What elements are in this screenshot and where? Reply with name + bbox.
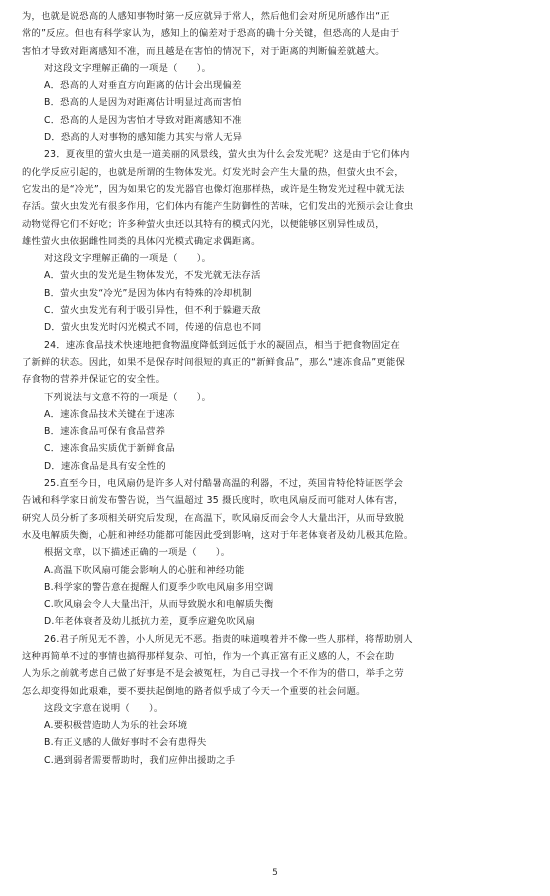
page-body xyxy=(22,8,534,769)
text-line: 这段文字意在说明（ ）。 xyxy=(44,702,164,714)
text-line: 常的”反应。但也有科学家认为，感知上的偏差对于恐高的确十分关键，但恐高的人是由于 xyxy=(22,28,400,40)
answer-option-line: C.吹风扇会令人大量出汗，从而导致脱水和电解质失衡 xyxy=(44,599,274,611)
text-line: 为，也就是说恐高的人感知事物时第一反应就异于常人，然后他们会对所见所感作出“正 xyxy=(22,11,390,22)
answer-option-line: D．萤火虫发光时闪光模式不同，传递的信息也不同 xyxy=(44,322,262,334)
answer-option-line: C．恐高的人是因为害怕才导致对距离感知不准 xyxy=(44,114,242,126)
text-line: 25.直至今日，电风扇仍是许多人对付酷暑高温的利器，不过，英国肯特伦特证医学会 xyxy=(44,478,404,490)
text-line: 23．夏夜里的萤火虫是一道美丽的风景线，萤火虫为什么会发光呢？这是由于它们体内 xyxy=(44,149,410,161)
answer-option-line: D．恐高的人对事物的感知能力其实与常人无异 xyxy=(44,132,243,144)
answer-option-line: C．萤火虫发光有利于吸引异性，但不利于躲避天敌 xyxy=(44,305,261,317)
answer-option-line: D.年老体衰者及幼儿抵抗力差，夏季应避免吹风扇 xyxy=(44,616,256,628)
answer-option-line: A.高温下吹风扇可能会影响人的心脏和神经功能 xyxy=(44,564,245,576)
text-line: 水及电解质失衡，心脏和神经功能都可能因此受到影响，这对于年老体衰者及幼儿极其危险。 xyxy=(22,529,414,541)
text-line: 存食物的营养并保证它的安全性。 xyxy=(22,374,166,386)
text-line: 怎么却变得如此艰难，要不要扶起倒地的路者似乎成了今天一个重要的社会问题。 xyxy=(22,685,366,697)
text-line: 的化学反应引起的，也就是所谓的生物体发光。灯发光时会产生大量的热，但萤火虫不会， xyxy=(22,166,404,178)
text-line: 研究人员分析了多项相关研究后发现，在高温下，吹风扇反而会令人大量出汗，从而导致脱 xyxy=(22,512,404,524)
answer-option-line: B.有正义感的人做好事时不会有患得失 xyxy=(44,737,207,749)
text-line: 害怕才导致对距离感知不准，而且越是在害怕的情况下，对于距离的判断偏差就越大。 xyxy=(22,45,385,57)
text-line: 动物觉得它们不好吃；许多种萤火虫还以其特有的模式闪光，以便能够区别异性成员， xyxy=(22,218,385,230)
text-line: 对这段文字理解正确的一项是（ ）。 xyxy=(44,253,212,265)
text-line: 下列说法与文意不符的一项是（ ）。 xyxy=(44,391,212,403)
text-line: 人为乐之前就考虑自己做了好事是不是会被冤枉，为自己寻找一个不作为的借口，举手之劳 xyxy=(22,668,404,680)
text-line: 它发出的是“冷光”，因为如果它的发光器官也像灯泡那样热，或许是生物发光过程中就无法 xyxy=(22,183,405,195)
text-line: 这种再简单不过的事情也搞得那样复杂、可怕，作为一个真正富有正义感的人，不会在助 xyxy=(22,650,395,662)
text-line: 26.君子所见无不善，小人所见无不恶。指责的味道嗅着并不像一些人那样，将帮助别人 xyxy=(44,633,413,645)
answer-option-line: A．恐高的人对垂直方向距离的估计会出现偏差 xyxy=(44,80,242,92)
answer-option-line: B．恐高的人是因为对距离估计明显过高而害怕 xyxy=(44,97,242,109)
text-line: 对这段文字理解正确的一项是（ ）。 xyxy=(44,62,212,74)
text-line: 了新鲜的状态。因此，如果不是保存时间很短的真正的“新鲜食品”，那么“速冻食品”更能保 xyxy=(22,356,406,368)
answer-option-line: C.遇到弱者需要帮助时，我们应伸出援助之手 xyxy=(44,754,236,766)
text-line: 根据文章，以下描述正确的一项是（ ）。 xyxy=(44,547,231,559)
answer-option-line: A．萤火虫的发光是生物体发光，不发光就无法存活 xyxy=(44,270,261,282)
text-line: 存活。萤火虫发光有很多作用，它们体内有能产生防御性的苦味，它们发出的光预示会让食虫 xyxy=(22,201,414,213)
answer-option-line: A.要积极营造助人为乐的社会环境 xyxy=(44,720,188,732)
text-line: 24．速冻食品技术快速地把食物温度降低到远低于水的凝固点，相当于把食物固定在 xyxy=(44,339,401,351)
answer-option-line: D．速冻食品是具有安全性的 xyxy=(44,460,166,472)
page-number: 5 xyxy=(272,868,278,878)
text-line: 雄性萤火虫依据雌性同类的具体闪光模式确定求偶距离。 xyxy=(22,235,261,247)
text-line: 告诫和科学家日前发布警告说，当气温超过 35 摄氏度时，吹电风扇反而可能对人体有害， xyxy=(22,495,404,507)
answer-option-line: B．速冻食品可保有食品营养 xyxy=(44,426,166,438)
answer-option-line: B．萤火虫发“冷光”是因为体内有特殊的冷却机制 xyxy=(44,287,252,299)
answer-option-line: C．速冻食品实质优于新鲜食品 xyxy=(44,443,175,455)
answer-option-line: B.科学家的警告意在提醒人们夏季少吹电风扇多用空调 xyxy=(44,581,274,593)
answer-option-line: A．速冻食品技术关键在于速冻 xyxy=(44,408,175,420)
